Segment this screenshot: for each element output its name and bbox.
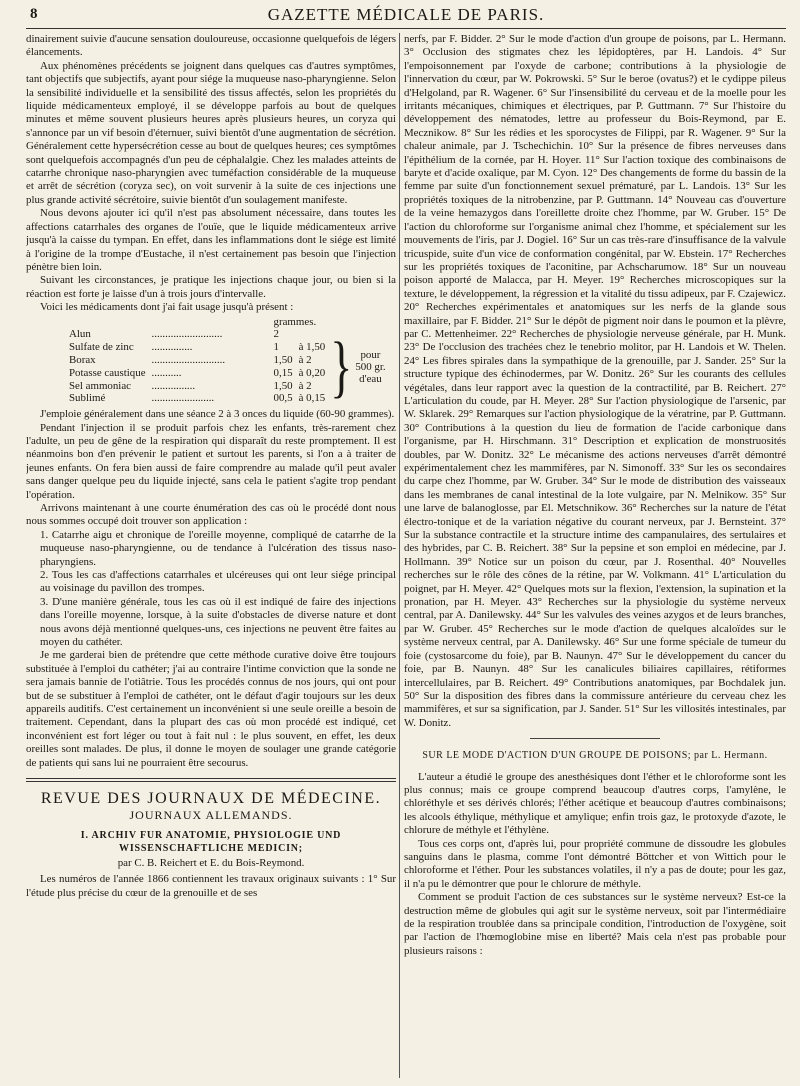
paragraph: J'emploie généralement dans une séance 2 à 3 onces du liquide (60-90 grammes).: [40, 408, 395, 421]
med-name: Potasse caustique: [69, 366, 146, 379]
paragraph: Pendant l'injection il se produit parfois chez les enfants, très-rarement chez l'adulte, un peu de gêne de la respiration qui disparaît du reste promptement. Il est néanmoins bon d'en prévenir le patient et surtout les parents, si l'on a à traiter de jeunes enfants. On fera bien aussi de faire comprendre au malade qu'il peut avaler sans danger quelque peu du liquide injecté, sans cela le patient s'agite trop pendant l'opération.: [26, 421, 396, 501]
brace-icon: }: [330, 327, 353, 405]
med-dose-max: à 2: [298, 379, 312, 392]
med-dose-max: à 1,50: [298, 341, 326, 354]
section-title: REVUE DES JOURNAUX DE MÉDECINE.: [40, 790, 382, 808]
pour-unit: d'eau: [359, 372, 382, 385]
left-column: [26, 33, 396, 1083]
section-separator: [26, 778, 396, 782]
med-name: Sublimé: [69, 392, 106, 405]
table-row: Alun .......................... 2 } pour 500 gr. d'eau: [66, 328, 389, 341]
masthead-title: GAZETTE MÉDICALE DE PARIS.: [267, 5, 545, 24]
page-header: [26, 2, 786, 29]
table-row: Sel ammoniac ................ 1,50 à 2: [66, 380, 389, 393]
article-heading: SUR LE MODE D'ACTION D'UN GROUPE DE POISONS; par L. Hermann.: [422, 750, 768, 762]
pour-label-cell: [328, 328, 388, 405]
journal-authors: par C. B. Reichert et E. du Bois-Reymond.: [117, 856, 305, 869]
med-dose-max: à 2: [298, 353, 312, 366]
med-dose-min: 1,50: [273, 353, 293, 366]
divider: [530, 738, 660, 739]
paragraph: Comment se produit l'action de ces substances sur le système nerveux? Est-ce la destruction même de globules qui agit sur le système nerveux, soit par l'intermédiaire de la respiration troublée dans sa principale condition, l'introduction de l'oxygène, soit par l'action de l'hœmoglobine mise en liberté? Mais cela n'est pas probable pour plusieurs raisons :: [404, 891, 786, 957]
med-name: Sel ammoniac: [69, 379, 131, 392]
page-number: 8: [30, 6, 38, 22]
paragraph: Tous ces corps ont, d'après lui, pour propriété commune de dissoudre les globules sanguins dans le plasma, comme l'ont démontré Böttcher et von Wittich pour le chloroforme et l'éther. Pour les substances volatiles, il n'y a pas de doute; pour les gaz, il n'a pu le démontrer que pour le chlorure de méthyle.: [404, 837, 786, 890]
paragraph: nerfs, par F. Bidder. 2° Sur le mode d'action d'un groupe de poisons, par L. Hermann. 3° Occlusion des stigmates chez les lépidoptères, par H. Landois. 4° Sur l'empoisonnement par l'oxyde de carbone; contributions à la physiologie de l'innervation du cœur, par W. Pokrowski. 5° Sur le beroe (ovatus?) et le cydippe pileus d'Helgoland, par R. Wagener. 6° Sur l'insensibilité du cerveau et de la moelle pour les irritants mécaniques, chimiques et électriques, par P. Guttmann. 7° Sur l'histoire du développement des nématodes, lettre au professeur du Bois-Reymond, par E. Mecznikow. 8° Sur les rédies et les sporocystes de Filippi, par R. Wagener. 9° Sur la chaleur animale, par J. Tschechichin. 10° Sur la présence de fibres nerveuses dans l'épithélium de la cornée, par H. Hoyer. 11° Sur l'action toxique des combinaisons de baryte et d'acide oxalique, par M. Cyon. 12° Des changements de forme du bassin de la femme par suite d'un fonctionnement sexuel prématuré, par L. Landois. 13° Sur les propriétés toxiques de la nitrobenzine, par P. Guttmann. 14° Nouveau cas d'ouverture de la veine hemazygos dans l'oreillette droite chez l'homme, par W. Gruber. 15° De l'action du chloroforme sur l'organisme animal chez l'homme, et spécialement sur les mouvements de l'iris, par J. Dogiel. 16° Sur un cas très-rare d'insuffisance de la valvule tricuspide, suite d'un vice de conformation congénital, par W. Ebstein. 17° Recherches sur les propriétés toxiques de l'aconitine, par Achscharumow. 18° Sur un nouveau poison apporté de Malacca, par H. Meyer. 19° Recherches microscopiques sur la texture, le développement, la régression et la vitalité du tissu adipeux, par F. Czajewicz. 20° Recherches expérimentales et anatomiques sur les nerfs de la glande sous maxillaire, par F. Bidder. 21° Sur le dépôt de pigment noir dans le poumon et la plèvre, par C. Mettenheimer. 22° Recherches de physiologie nerveuse générale, par H. Munk. 23° De l'occlusion des trachées chez le tenebrio molitor, par H. Landois et W. Thelen. 24° Les fibres spirales dans la sympathique de la grenouille, par J. Sander. 25° Sur la structure typique des échinodermes, par W. Donitz. 26° Sur les courants des cellules végétales, dans leur rapport avec la question de la contractilité, par B. Reichert. 27° L'articulation du coude, par H. Meyer. 28° Sur l'action physiologique de l'arsenic, par W. Sklarek. 29° Remarques sur l'action physiologique de la vératrine, par P. Guttmann. 30° Contributions à la question du lieu de formation de l'acide carbonique dans l'organisme, par H. Hirschmann. 31° Description et explication de monstruosités doubles, par W. Donitz. 32° Le mécanisme des actions nerveuses d'arrêt démontré expérimentalement chez les mammifères, par N. Simonoff. 33° Sur les os secondaires du carpe chez l'homme, par W. Gruber. 34° Sur le mode de distribution des vaisseaux dans les membranes de canal intestinal de la lote vulgaire, par N. Melnikow. 35° Sur une larve de balanoglosse, par El. Metschnikow. 36° Recherches sur la nature de l'état électro-tonique et de la variation négative du courant nerveux, par J. Bernsteint. 37° Sur la substance contractile et la structure intime des campanulaires, des sertulaires et des hybrides, par C. B. Reichert. 38° Sur la pepsine et son emploi en médecine, par J. Hollmann. 39° Notice sur un poison du cœur, par J. Rosenthal. 40° Nouvelles recherches sur le rôle des cônes de la rétine, par W. Volkmann. 41° L'articulation du poignet, par H. Meyer. 42° Quelques mots sur la flexion, l'extension, la supination et la pronation, par H. Meyer. 43° Recherches sur la physiologie du système nerveux central, par A. Danilewsky. 44° Sur les valvules des veines azygos et de leurs branches, par W. Gruber. 45° Recherches sur le mode d'action de quelques alcaloïdes sur le système nerveux central, par A. Danilewsky. 46° Sur une forme spéciale de tumeur du foie (cystosarcome du foie), par B. Naunyn. 47° Sur le développement du cancer du foie, par B. Naunyn. 48° Sur les canalicules biliaires capillaires, rétiformes intercellulaires, par B. Reichert. 49° Contributions anatomiques, par Bochdalek jun. 50° Sur la disposition des fibres dans la commissure antérieure du cerveau chez les mammifères, et sur sa signification, par J. Sander. 51° Sur les villosités intestinales, par W. Donitz.: [404, 33, 786, 729]
paragraph: Nous devons ajouter ici qu'il n'est pas absolument nécessaire, dans toutes les affections catarrhales des organes de l'ouïe, que le liquide médicamenteux arrive jusqu'à la caisse du tympan. En effet, dans les inflammations dont le siége est limité à l'origine de la trompe d'Eustache, il n'est certainement pas besoin que l'injection pénètre bien loin.: [26, 207, 396, 273]
section-subtitle: JOURNAUX ALLEMANDS.: [129, 808, 293, 823]
table-row: Sublimé ....................... 00,5 à 0,15: [66, 392, 389, 405]
med-dose-min: 0,15: [273, 366, 293, 379]
med-dose-max: [296, 328, 329, 341]
table-row: Sulfate de zinc ............... 1 à 1,50: [66, 341, 389, 354]
journal-title-line2: WISSENSCHAFTLICHE MEDICIN;: [119, 842, 303, 854]
paragraph: Arrivons maintenant à une courte énumération des cas où le procédé dont nous nous sommes occupé doit trouver son application :: [26, 501, 396, 528]
med-dose-max: à 0,20: [298, 366, 326, 379]
right-column: [404, 33, 786, 1083]
med-dose-min: 00,5: [273, 392, 293, 405]
paragraph: Je me garderai bien de prétendre que cette méthode curative doive être toujours substituée à l'emploi du cathéter; j'ai au contraire l'intime conviction que la sonde ne sera jamais bannie de l'otiâtrie. Tous les procédés connus de nos jours, qui ont pour but de se substituer à l'emploi de cathéter, ont le défaut d'agir toujours sur les deux appareils auditifs. C'est certainement un inconvénient si une seule oreille a besoin de traitement. Cependant, dans la plupart des cas où mon procédé est indiqué, cet inconvénient est fort léger ou tout à fait nul : le plus souvent, en effet, les deux oreilles sont malades. De plus, il donne le moyen de soulager une grande catégorie de patients qui sans lui ne pourraient être secourus.: [26, 649, 396, 769]
paragraph: dinairement suivie d'aucune sensation douloureuse, occasionne quelquefois de légers élancements.: [26, 33, 396, 59]
paragraph: Aux phénomènes précédents se joignent dans quelques cas d'autres symptômes, tant objectifs que subjectifs, ayant pour siége la muqueuse naso-pharyngienne. Selon la sensibilité individuelle et la sensibilité des tissus affectés, selon les propriétés du liquide médicamenteux employé, il se développe parfois au bout de quelques minutes et même souvent plusieurs heures après plusieurs heures, un coryza qui s'annonce par un vif besoin d'éternuer, suivi bientôt d'une augmentation de sécrétion. Généralement cette hypersécrétion cesse au bout de quelques heures; ces symptômes sont quelquefois accompagnés d'un peu de céphalalgie. Chez les malades atteints de catarrhe chronique naso-pharyngien avec tuméfaction considérable de la muqueuse et arrêt de sécrétion (coryza sec), on voit survenir à la suite de ces injections une plus grande activité sécrétoire, suivie bientôt d'un soulagement manifeste.: [26, 59, 396, 206]
paragraph: Voici les médicaments dont j'ai fait usage jusqu'à présent :: [40, 301, 294, 314]
list-item: 1. Catarrhe aigu et chronique de l'oreille moyenne, compliqué de catarrhe de la muqueuse naso-pharyngienne, ou de tendance à l'ulcération des tissus naso-pharyngiens.: [40, 528, 396, 568]
med-dose-min: 1: [273, 341, 279, 354]
table-row: Potasse caustique ........... 0,15 à 0,20: [66, 367, 389, 380]
column-divider: [399, 33, 400, 1078]
med-name: Alun: [69, 328, 91, 341]
med-name: Borax: [69, 353, 96, 366]
table-row: Borax ........................... 1,50 à 2: [66, 354, 389, 367]
medication-table: [66, 316, 389, 406]
list-item: 3. D'une manière générale, tous les cas où il est indiqué de faire des injections dans l'oreille moyenne, lorsque, à la suite d'obstacles de diverse nature et dont nous avons déjà mentionné quelques-uns, ces injections ne peuvent être faites au moyen du cathéter.: [40, 595, 396, 649]
med-dose-max: à 0,15: [298, 392, 326, 405]
med-dose-min: 1,50: [273, 379, 293, 392]
med-name: Sulfate de zinc: [69, 341, 134, 354]
paragraph: Suivant les circonstances, je pratique les injections chaque jour, ou bien si la réaction est forte je laisse d'un à trois jours d'intervalle.: [26, 274, 396, 300]
paragraph: Les numéros de l'année 1866 contiennent les travaux originaux suivants : 1° Sur l'étude plus précise du cœur de la grenouille et de ses: [26, 873, 396, 899]
list-item: 2. Tous les cas d'affections catarrhales et ulcéreuses qui ont leur siége principal au voisinage du pavillon des trompes.: [40, 568, 396, 595]
pour-amount: 500 gr.: [355, 360, 386, 373]
med-dose-min: 2: [273, 328, 279, 341]
paragraph: L'auteur a étudié le groupe des anesthésiques dont l'éther et le chloroforme sont les plus connus; mais ce groupe comprend beaucoup d'autres corps, l'amylène, le chloréthyle et ses dérivés chlorés; l'éther acétique et beaucoup d'autres combinaisons; les alcools éthylique, méthylique et amylique; enfin trois gaz, le protoxyde d'azote, le chlorure de méthyle et l'éthylène.: [404, 770, 786, 837]
grammes-label: grammes.: [273, 315, 317, 328]
journal-title-line1: I. ARCHIV FUR ANATOMIE, PHYSIOLOGIE UND: [80, 829, 342, 841]
pour-label: pour: [360, 348, 381, 361]
